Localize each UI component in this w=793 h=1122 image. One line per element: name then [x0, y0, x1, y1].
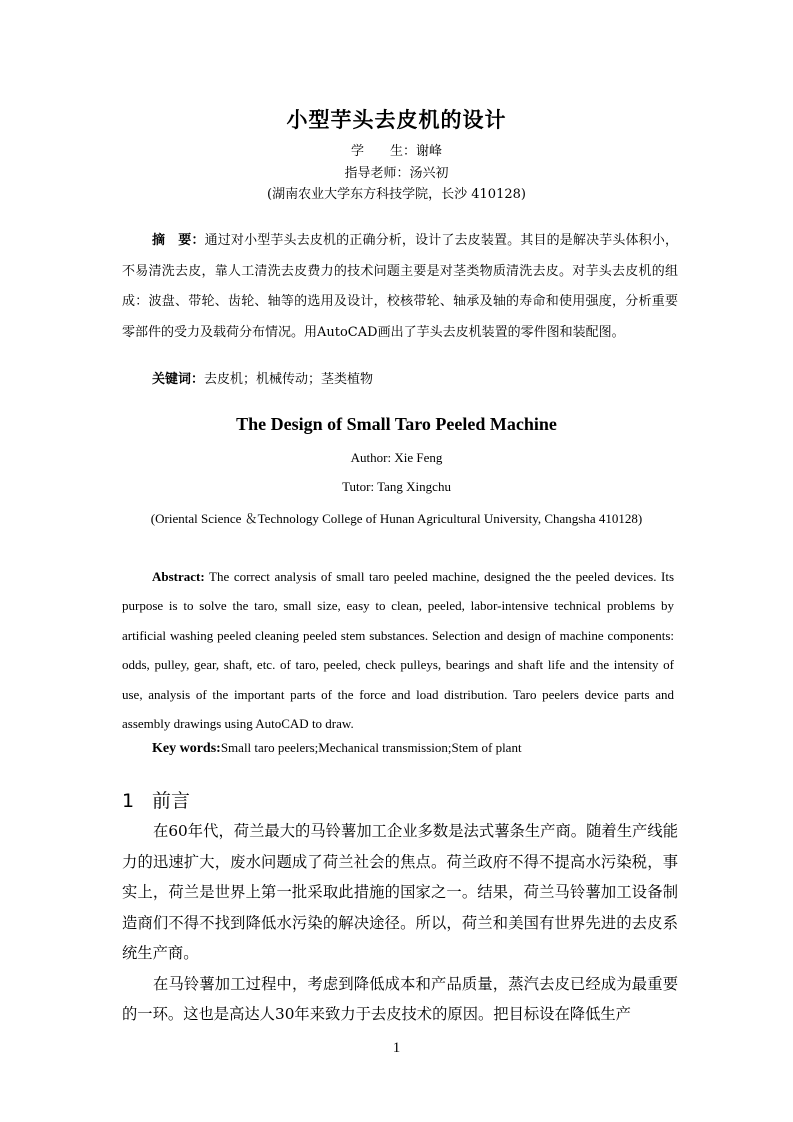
english-abstract-text: The correct analysis of small taro peeled machine, designed the the peeled devices. Its purpose is to solve the taro, small size, easy to clean, peeled, labor-intensive technical problems by artificial washing peeled cleaning peeled stem substances. Selection and design of machine components: odds, pulley, gear, shaft, etc. of taro, peeled, check pulleys, bearings and shaft life and the intensity of use, analysis of the important parts of the force and load distribution. Taro peelers device parts and assembly drawings using AutoCAD to draw.: [122, 569, 674, 732]
chinese-abstract: [122, 226, 678, 348]
chinese-keywords-text: 去皮机；机械传动；茎类植物: [204, 372, 374, 387]
chinese-abstract-label: 摘 要：: [152, 233, 205, 248]
english-keywords: [152, 740, 522, 757]
chinese-tutor-line: 指导老师：汤兴初: [344, 166, 449, 181]
section-title: 前言: [152, 790, 191, 812]
chinese-student-line: 学 生：谢峰: [350, 144, 442, 159]
chinese-keywords-label: 关键词：: [152, 372, 205, 387]
english-affiliation: (Oriental Science ＆Technology College of Hunan Agricultural University, Changsha 410128): [150, 511, 643, 526]
chinese-title: 小型芋头去皮机的设计: [286, 108, 507, 132]
chinese-keywords: [152, 368, 373, 387]
english-abstract-label: Abstract:: [152, 569, 205, 584]
english-keywords-text: Small taro peelers;Mechanical transmission;Stem of plant: [220, 740, 522, 755]
english-keywords-label: Key words:: [152, 741, 221, 756]
body-paragraph: 在马铃薯加工过程中，考虑到降低成本和产品质量，蒸汽去皮已经成为最重要的一环。这也是高达人30年来致力于去皮技术的原因。把目标设在降低生产: [122, 974, 678, 1023]
chinese-affiliation: (湖南农业大学东方科技学院，长沙 410128): [267, 187, 526, 202]
english-abstract: [122, 562, 674, 738]
english-title: The Design of Small Taro Peeled Machine: [236, 414, 557, 434]
english-tutor-line: Tutor: Tang Xingchu: [342, 479, 451, 494]
body-paragraph: 在60年代，荷兰最大的马铃薯加工企业多数是法式薯条生产商。随着生产线能力的迅速扩大，废水问题成了荷兰社会的焦点。荷兰政府不得不提高水污染税，事实上，荷兰是世界上第一批采取此措施的国家之一。结果，荷兰马铃薯加工设备制造商们不得不找到降低水污染的解决途径。所以，荷兰和美国有世界先进的去皮系统生产商。: [122, 822, 678, 962]
page-number: 1: [392, 1040, 401, 1056]
english-author-line: Author: Xie Feng: [350, 450, 443, 465]
section-number: 1: [122, 790, 135, 812]
section-heading: [122, 786, 190, 813]
section-body: [122, 816, 678, 1030]
chinese-abstract-text: 通过对小型芋头去皮机的正确分析，设计了去皮装置。其目的是解决芋头体积小，不易清洗去皮，靠人工清洗去皮费力的技术问题主要是对茎类物质清洗去皮。对芋头去皮机的组成：波盘、带轮、齿轮、轴等的选用及设计，校核带轮、轴承及轴的寿命和使用强度，分析重要零部件的受力及载荷分布情况。用AutoCAD画出了芋头去皮机装置的零件图和装配图。: [122, 233, 678, 340]
